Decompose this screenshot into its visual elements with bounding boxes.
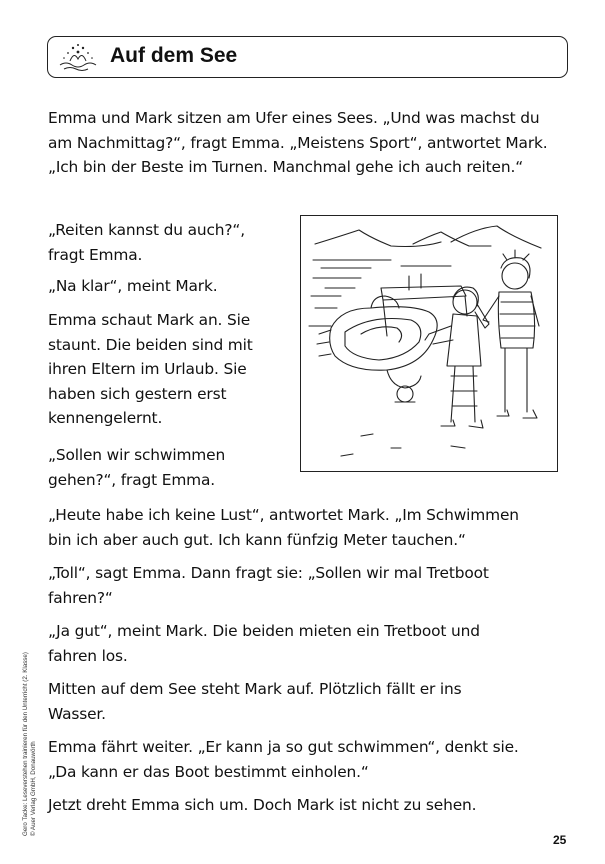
copyright-line-1: Gero Tacke: Leseverstehen trainieren für den Unterricht (2. Klasse) [22,652,29,836]
page-number: 25 [553,833,567,847]
story-paragraph-6: „Heute habe ich keine Lust“, antwortet Mark. „Im Schwimmen bin ich aber auch gut. Ich kann fünfzig Meter tauchen.“ [48,506,519,549]
water-splash-icon [56,41,100,73]
story-paragraph-11: Jetzt dreht Emma sich um. Doch Mark ist nicht zu sehen. [48,796,477,814]
story-paragraph-1: Emma und Mark sitzen am Ufer eines Sees. „Und was machst du am Nachmittag?“, fragt Emma. „Meistens Sport“, antwortet Mark. „Ich bin der Beste im Turnen. Manchmal gehe ich auch reiten.“ [48,109,548,176]
story-paragraph-9: Mitten auf dem See steht Mark auf. Plötzlich fällt er ins Wasser. [48,680,462,723]
copyright-line-2: © Auer Verlag GmbH, Donauwörth [30,741,38,836]
story-paragraph-4: Emma schaut Mark an. Sie staunt. Die beiden sind mit ihren Eltern im Urlaub. Sie haben sich gestern erst kennengelernt. [48,311,253,427]
story-paragraph-2: „Reiten kannst du auch?“, fragt Emma. [48,221,245,264]
story-paragraph-8: „Ja gut“, meint Mark. Die beiden mieten ein Tretboot und fahren los. [48,622,480,665]
story-paragraph-3: „Na klar“, meint Mark. [48,277,218,295]
story-paragraph-10: Emma fährt weiter. „Er kann ja so gut schwimmen“, denkt sie. „Da kann er das Boot bestimmt einholen.“ [48,738,519,781]
title-box [47,36,568,78]
story-paragraph-7: „Toll“, sagt Emma. Dann fragt sie: „Sollen wir mal Tretboot fahren?“ [48,564,489,607]
copyright-sidebar [22,652,39,836]
page-title: Auf dem See [110,44,238,67]
story-paragraph-5: „Sollen wir schwimmen gehen?“, fragt Emma. [48,446,226,489]
pedal-boat-illustration [300,215,558,472]
